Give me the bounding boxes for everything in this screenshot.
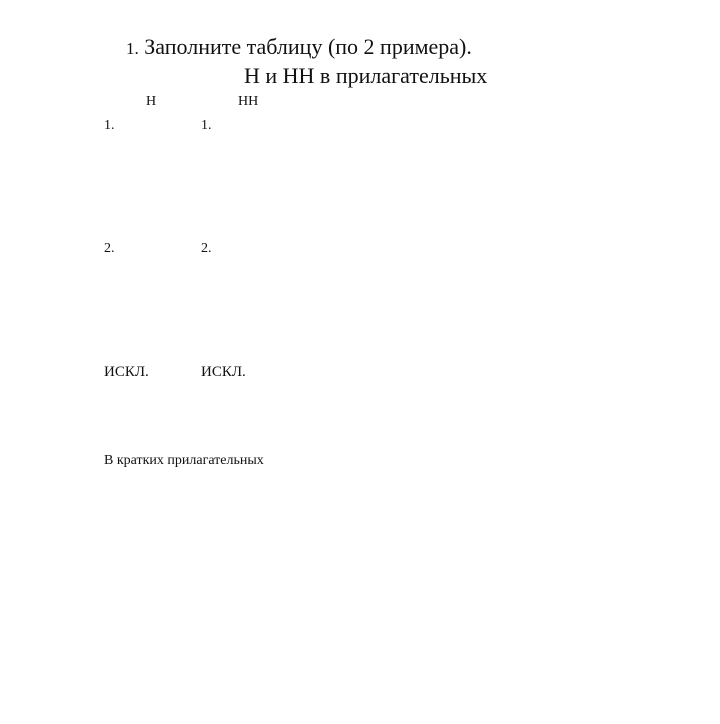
column-header-nn: НН xyxy=(238,94,259,109)
exceptions-n: ИСКЛ. xyxy=(104,364,149,380)
exceptions-nn: ИСКЛ. xyxy=(201,364,246,380)
short-adjectives-heading: В кратких прилагательных xyxy=(104,453,264,468)
task-title xyxy=(126,34,472,60)
row-1-n: 1. xyxy=(104,118,115,133)
row-2-n: 2. xyxy=(104,241,115,256)
column-header-n: Н xyxy=(146,94,157,109)
row-1-nn: 1. xyxy=(201,118,212,133)
task-subtitle: Н и НН в прилагательных xyxy=(244,63,488,88)
row-2-nn: 2. xyxy=(201,241,212,256)
task-text: Заполните таблицу (по 2 примера). xyxy=(144,34,472,59)
task-number: 1. xyxy=(126,39,139,58)
